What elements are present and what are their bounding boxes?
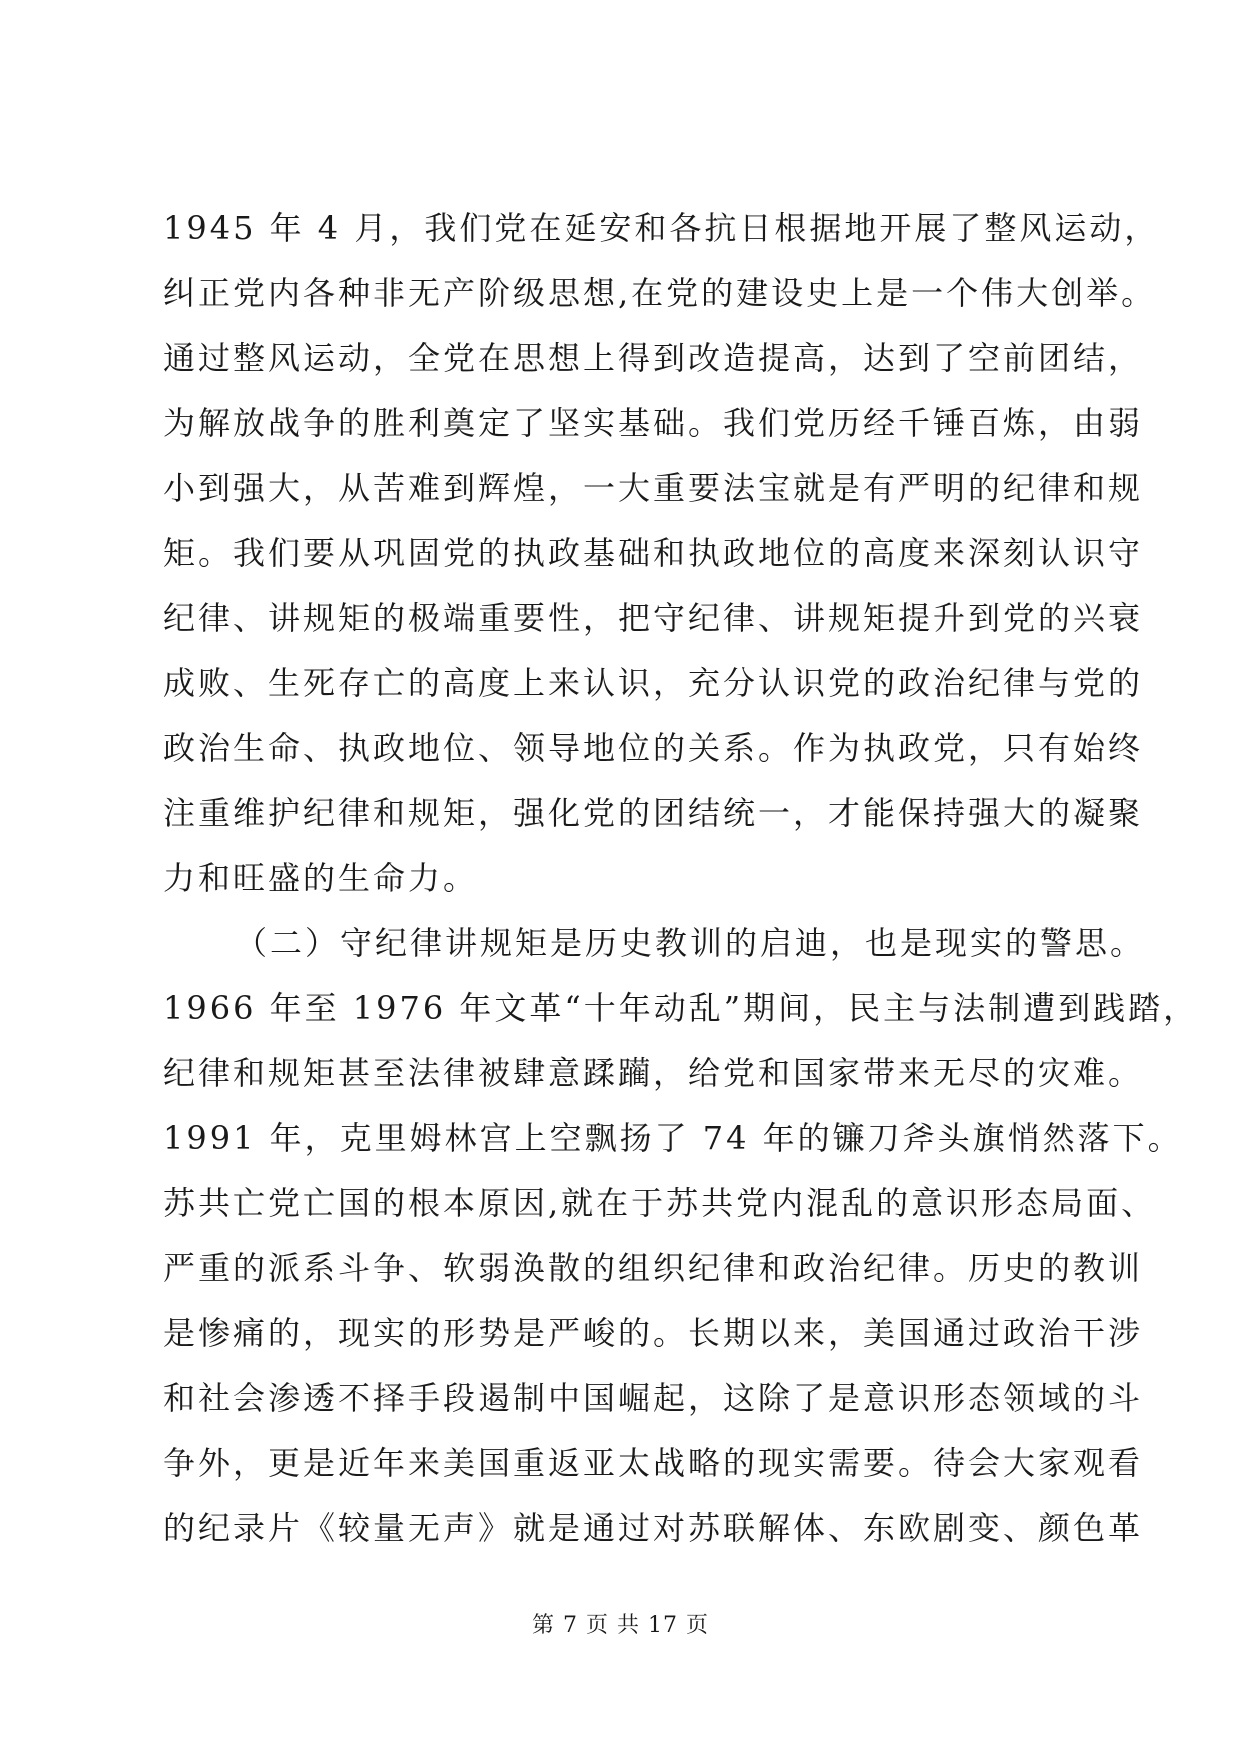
text-line: 1991 年，克里姆林宫上空飘扬了 74 年的镰刀斧头旗悄然落下。 xyxy=(163,1119,1183,1157)
text-line: 矩。我们要从巩固党的执政基础和执政地位的高度来深刻认识守 xyxy=(163,534,1144,572)
text-line: 为解放战争的胜利奠定了坚实基础。我们党历经千锤百炼，由弱 xyxy=(163,404,1144,442)
text-line: 小到强大，从苦难到辉煌，一大重要法宝就是有严明的纪律和规 xyxy=(163,469,1144,507)
text-line: 政治生命、执政地位、领导地位的关系。作为执政党，只有始终 xyxy=(163,729,1144,767)
text-line: 成败、生死存亡的高度上来认识，充分认识党的政治纪律与党的 xyxy=(163,664,1144,702)
text-line: 是惨痛的，现实的形势是严峻的。长期以来，美国通过政治干涉 xyxy=(163,1314,1144,1352)
text-line: 严重的派系斗争、软弱涣散的组织纪律和政治纪律。历史的教训 xyxy=(163,1249,1144,1287)
text-line: 1966 年至 1976 年文革“十年动乱”期间，民主与法制遭到践踏， xyxy=(163,989,1199,1027)
body-text xyxy=(163,196,1199,1561)
page-number-footer: 第 7 页 共 17 页 xyxy=(532,1613,709,1638)
text-line: 力和旺盛的生命力。 xyxy=(163,859,479,897)
text-line: 通过整风运动，全党在思想上得到改造提高，达到了空前团结， xyxy=(163,339,1144,377)
section-heading-line: （二）守纪律讲规矩是历史教训的启迪，也是现实的警思。 xyxy=(235,924,1146,962)
text-line: 纪律、讲规矩的极端重要性，把守纪律、讲规矩提升到党的兴衰 xyxy=(163,599,1144,637)
text-line: 1945 年 4 月，我们党在延安和各抗日根据地开展了整风运动， xyxy=(163,209,1160,247)
text-line: 注重维护纪律和规矩，强化党的团结统一，才能保持强大的凝聚 xyxy=(163,794,1144,832)
text-line: 和社会渗透不择手段遏制中国崛起，这除了是意识形态领域的斗 xyxy=(163,1379,1144,1417)
text-line: 苏共亡党亡国的根本原因,就在于苏共党内混乱的意识形态局面、 xyxy=(163,1184,1157,1222)
text-line: 纠正党内各种非无产阶级思想,在党的建设史上是一个伟大创举。 xyxy=(163,274,1157,312)
text-line: 的纪录片《较量无声》就是通过对苏联解体、东欧剧变、颜色革 xyxy=(163,1509,1144,1547)
text-line: 争外，更是近年来美国重返亚太战略的现实需要。待会大家观看 xyxy=(163,1444,1144,1482)
text-line: 纪律和规矩甚至法律被肆意蹂躏，给党和国家带来无尽的灾难。 xyxy=(163,1054,1144,1092)
